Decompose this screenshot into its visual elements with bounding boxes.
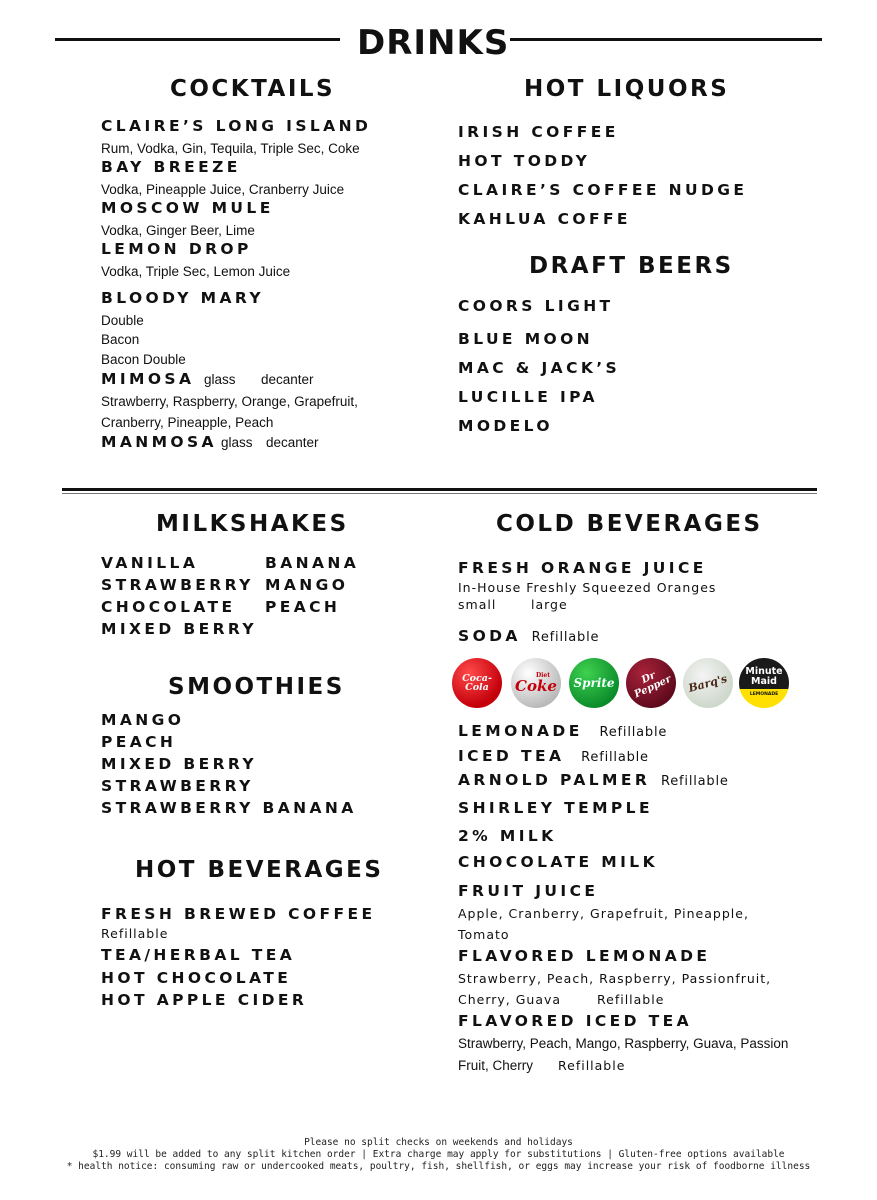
- smoothie-item: PEACH: [101, 733, 177, 751]
- milkshake-item: BANANA: [265, 554, 360, 572]
- cocktail-manmosa: MANMOSA: [101, 433, 217, 451]
- coca-cola-logo: [452, 658, 502, 708]
- beer-item: MAC & JACK’S: [458, 359, 621, 377]
- cocktail-bloody-mary: BLOODY MARY: [101, 289, 264, 307]
- cocktail-bay-breeze-desc: Vodka, Pineapple Juice, Cranberry Juice: [101, 182, 345, 197]
- sprite-text: Sprite: [573, 676, 615, 690]
- oj-desc: In-House Freshly Squeezed Oranges: [458, 580, 717, 595]
- milkshake-item: MIXED BERRY: [101, 620, 258, 638]
- cold-shirley-temple: SHIRLEY TEMPLE: [458, 799, 653, 817]
- diet-coke-logo: [511, 658, 561, 708]
- cocktail-long-island-desc: Rum, Vodka, Gin, Tequila, Triple Sec, Coke: [101, 141, 360, 156]
- cold-soda: [458, 627, 599, 645]
- cold-lemonade: [458, 722, 667, 740]
- oj-size-small: small: [458, 597, 497, 612]
- minute-maid-text: Minute Maid: [745, 665, 783, 687]
- cocktail-bay-breeze: BAY BREEZE: [101, 158, 241, 176]
- dr-pepper-logo: [626, 658, 676, 708]
- bloody-mary-option: Bacon: [101, 332, 140, 347]
- cocktail-moscow-mule-desc: Vodka, Ginger Beer, Lime: [101, 223, 255, 238]
- milkshakes-heading: MILKSHAKES: [156, 511, 349, 537]
- cold-chocolate-milk: CHOCOLATE MILK: [458, 853, 658, 871]
- cold-fruit-juice: FRUIT JUICE: [458, 882, 599, 900]
- bloody-mary-option: Double: [101, 313, 144, 328]
- soda-refillable: Refillable: [531, 630, 600, 645]
- oj-size-large: large: [531, 597, 568, 612]
- footer-health-notice: * health notice: consuming raw or undercooked meats, poultry, fish, shellfish, or eggs may increase your risk of foodborne illness: [66, 1161, 811, 1172]
- mimosa-flavors: Strawberry, Raspberry, Orange, Grapefruit,: [101, 394, 358, 409]
- cold-milk: 2% MILK: [458, 827, 557, 845]
- mimosa-size-decanter: decanter: [261, 372, 314, 387]
- cocktail-lemon-drop: LEMON DROP: [101, 240, 252, 258]
- smoothie-item: STRAWBERRY: [101, 777, 254, 795]
- flavored-iced-tea-desc: Fruit, Cherry: [458, 1058, 534, 1073]
- cocktail-lemon-drop-desc: Vodka, Triple Sec, Lemon Juice: [101, 264, 291, 279]
- diet-coke-text: Coke: [515, 676, 557, 695]
- header-rule-left: [55, 38, 340, 41]
- cocktails-heading: COCKTAILS: [170, 76, 336, 102]
- hot-beverages-heading: HOT BEVERAGES: [135, 857, 384, 883]
- milkshake-item: PEACH: [265, 598, 341, 616]
- hot-beverage-item: HOT CHOCOLATE: [101, 969, 292, 987]
- cold-arnold-palmer: [458, 771, 729, 789]
- arnold-palmer-refillable: Refillable: [660, 774, 729, 789]
- cold-oj: FRESH ORANGE JUICE: [458, 559, 707, 577]
- cocktail-mimosa: MIMOSA: [101, 370, 195, 388]
- sprite-logo: [569, 658, 619, 708]
- hot-beverage-item: TEA/HERBAL TEA: [101, 946, 296, 964]
- cocktail-moscow-mule: MOSCOW MULE: [101, 199, 274, 217]
- iced-tea-label: ICED TEA: [458, 747, 565, 765]
- lemonade-label: LEMONADE: [458, 722, 583, 740]
- arnold-palmer-label: ARNOLD PALMER: [458, 771, 651, 789]
- milkshake-item: VANILLA: [101, 554, 199, 572]
- hot-beverage-item: HOT APPLE CIDER: [101, 991, 308, 1009]
- manmosa-size-glass: glass: [221, 435, 253, 450]
- coca-cola-text: Coca-Cola: [462, 672, 492, 693]
- hot-liquors-heading: HOT LIQUORS: [524, 76, 730, 102]
- minute-maid-logo: [739, 658, 789, 708]
- hot-liquor-item: IRISH COFFEE: [458, 123, 619, 141]
- footer-note-split: Please no split checks on weekends and holidays: [304, 1137, 573, 1148]
- beer-item: BLUE MOON: [458, 330, 594, 348]
- smoothie-item: MANGO: [101, 711, 185, 729]
- section-divider-thin: [62, 493, 817, 494]
- cold-flavored-iced-tea: FLAVORED ICED TEA: [458, 1012, 693, 1030]
- beer-item: COORS LIGHT: [458, 297, 614, 315]
- beer-item: LUCILLE IPA: [458, 388, 598, 406]
- minute-maid-lemonade-text: LEMONADE: [749, 691, 779, 697]
- fruit-juice-desc: Tomato: [458, 927, 510, 942]
- smoothies-heading: SMOOTHIES: [168, 674, 345, 700]
- mimosa-flavors: Cranberry, Pineapple, Peach: [101, 415, 274, 430]
- barqs-text: Barq's: [687, 671, 729, 695]
- lemonade-refillable: Refillable: [599, 725, 668, 740]
- cocktail-long-island: CLAIRE’S LONG ISLAND: [101, 117, 372, 135]
- dr-pepper-text: Dr Pepper: [632, 670, 673, 701]
- flavored-iced-tea-refillable: Refillable: [558, 1058, 626, 1073]
- flavored-iced-tea-desc: Strawberry, Peach, Mango, Raspberry, Guava, Passion: [458, 1036, 789, 1051]
- beer-item: MODELO: [458, 417, 553, 435]
- footer-note-charges: $1.99 will be added to any split kitchen order | Extra charge may apply for substitutions | Gluten-free options available: [92, 1149, 785, 1160]
- manmosa-size-decanter: decanter: [266, 435, 319, 450]
- flavored-lemonade-desc: Cherry, Guava: [458, 992, 562, 1007]
- cold-flavored-lemonade: FLAVORED LEMONADE: [458, 947, 711, 965]
- milkshake-item: MANGO: [265, 576, 349, 594]
- bloody-mary-option: Bacon Double: [101, 352, 186, 367]
- flavored-lemonade-desc: Strawberry, Peach, Raspberry, Passionfruit,: [458, 971, 772, 986]
- hot-beverage-coffee: FRESH BREWED COFFEE: [101, 905, 376, 923]
- page-title: DRINKS: [357, 23, 510, 63]
- milkshake-item: STRAWBERRY: [101, 576, 254, 594]
- barqs-logo: [683, 658, 733, 708]
- hot-liquor-item: KAHLUA COFFE: [458, 210, 631, 228]
- coffee-refillable-note: Refillable: [101, 926, 169, 941]
- iced-tea-refillable: Refillable: [581, 750, 649, 765]
- cold-beverages-heading: COLD BEVERAGES: [496, 511, 763, 537]
- milkshake-item: CHOCOLATE: [101, 598, 236, 616]
- header-rule-right: [510, 38, 822, 41]
- hot-liquor-item: CLAIRE’S COFFEE NUDGE: [458, 181, 748, 199]
- flavored-lemonade-refillable: Refillable: [597, 992, 665, 1007]
- smoothie-item: STRAWBERRY BANANA: [101, 799, 357, 817]
- hot-liquor-item: HOT TODDY: [458, 152, 591, 170]
- fruit-juice-desc: Apple, Cranberry, Grapefruit, Pineapple,: [458, 906, 749, 921]
- soda-label: SODA: [458, 627, 521, 645]
- section-divider: [62, 488, 817, 491]
- smoothie-item: MIXED BERRY: [101, 755, 258, 773]
- cold-iced-tea: [458, 747, 649, 765]
- diet-text: Diet: [535, 671, 551, 679]
- mimosa-size-glass: glass: [204, 372, 236, 387]
- draft-beers-heading: DRAFT BEERS: [529, 253, 734, 279]
